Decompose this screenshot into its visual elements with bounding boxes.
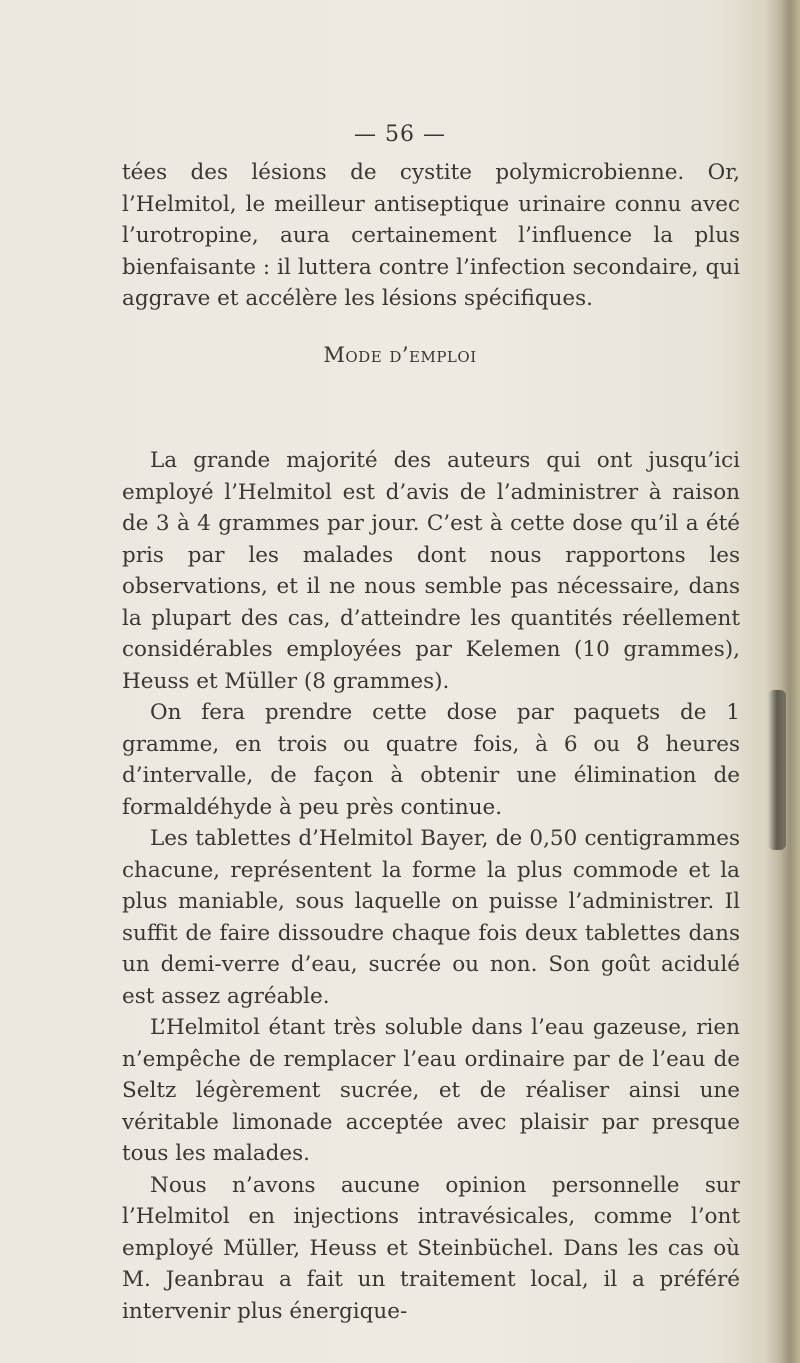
intro-paragraph: tées des lésions de cystite polymicrobienne. Or, l’Helmitol, le meilleur antiseptique urinaire connu avec l’urotropine, aura certainement l’influence la plus bienfaisante : il luttera contre l’infection secondaire, qui aggrave et accélère les lésions spécifiques. — [122, 160, 740, 311]
paragraph-schedule: On fera prendre cette dose par paquets de 1 gramme, en trois ou quatre fois, à 6 ou 8 heures d’intervalle, de façon à obtenir une élimination de formaldéhyde à peu près continue. — [122, 700, 740, 820]
page-edge-shadow — [766, 0, 800, 1363]
paragraph-dosage: La grande majorité des auteurs qui ont jusqu’ici employé l’Helmitol est d’avis de l’administrer à raison de 3 à 4 grammes par jour. C’est à cette dose qu’il a été pris par les malades dont nous rapportons les observations, et il ne nous semble pas nécessaire, dans la plupart des cas, d’atteindre les quantités réellement considérables employées par Kelemen (10 grammes), Heuss et Müller (8 grammes). — [122, 448, 740, 694]
page-number: — 56 — — [354, 122, 446, 147]
paragraph-seltz-water: L’Helmitol étant très soluble dans l’eau gazeuse, rien n’empêche de remplacer l’eau ordinaire par de l’eau de Seltz légèrement sucrée, et de réaliser ainsi une véritable limonade acceptée avec plaisir par presque tous les malades. — [122, 1015, 740, 1166]
binding-shadow — [768, 690, 786, 850]
section-heading: Mode d’emploi — [323, 343, 477, 367]
paragraph-tablets: Les tablettes d’Helmitol Bayer, de 0,50 centigrammes chacune, représentent la forme la plus commode et la plus maniable, sous laquelle on puisse l’administrer. Il suffit de faire dissoudre chaque fois deux tablettes dans un demi-verre d’eau, sucrée ou non. Son goût acidulé est assez agréable. — [122, 826, 740, 1009]
paragraph-injections: Nous n’avons aucune opinion personnelle sur l’Helmitol en injections intravésicales, comme l’ont employé Müller, Heuss et Steinbüchel. Dans les cas où M. Jeanbrau a fait un traitement local, il a préféré intervenir plus énergique- — [122, 1172, 740, 1324]
section-body — [122, 445, 740, 1327]
intro-paragraph-block — [122, 157, 740, 315]
